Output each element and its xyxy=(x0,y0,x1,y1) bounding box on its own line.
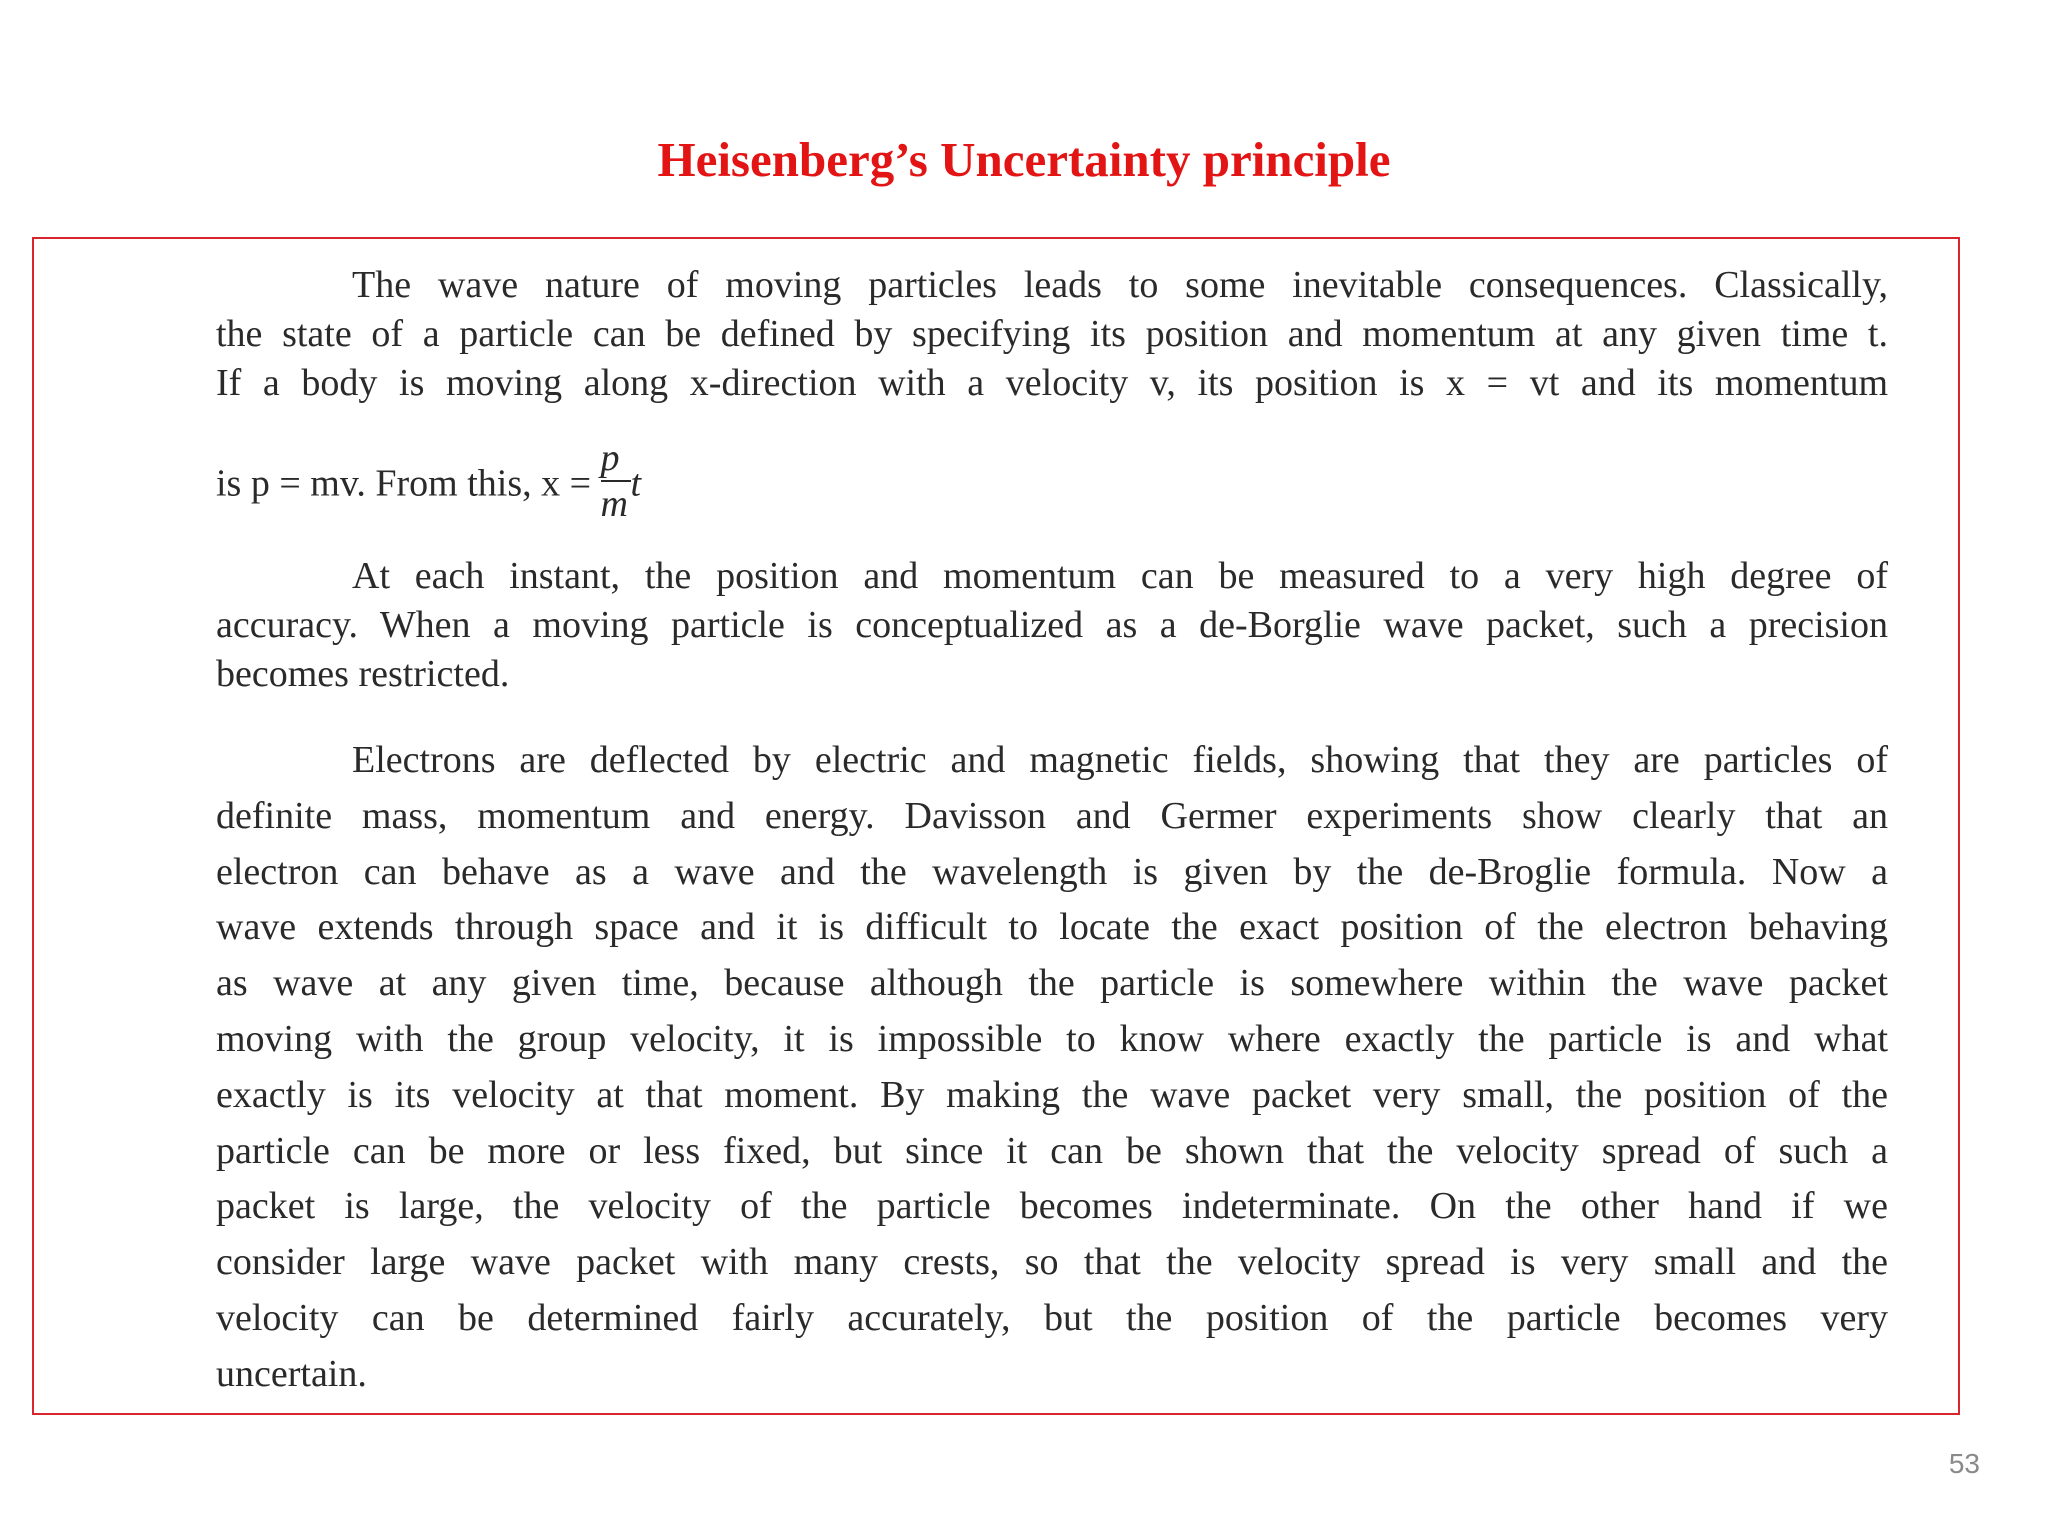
slide-title: Heisenberg’s Uncertainty principle xyxy=(657,132,1391,187)
paragraph-line: wave extends through space and it is difficult to locate the exact position of the electron behaving xyxy=(216,906,1888,949)
fraction-bar xyxy=(601,480,631,482)
page-number: 53 xyxy=(1948,1448,1980,1479)
paragraph-line: definite mass, momentum and energy. Davisson and Germer experiments show clearly that an xyxy=(216,794,1888,837)
paragraph-line: Electrons are deflected by electric and magnetic fields, showing that they are particles of xyxy=(352,739,1888,781)
paragraph-line: becomes restricted. xyxy=(216,653,510,695)
paragraph-line: consider large wave packet with many crests, so that the velocity spread is very small and the xyxy=(216,1241,1888,1284)
paragraph-line: uncertain. xyxy=(216,1352,367,1395)
content-box xyxy=(32,237,1960,1415)
formula-prefix: is p = mv. From this, x = xyxy=(216,462,592,505)
paragraph-line: as wave at any given time, because although the particle is somewhere within the wave packet xyxy=(216,962,1888,1005)
paragraph-line: accuracy. When a moving particle is conceptualized as a de-Borglie wave packet, such a precision xyxy=(216,604,1888,646)
text-area xyxy=(216,261,1888,1403)
fraction xyxy=(601,438,631,524)
paragraph-line: If a body is moving along x-direction with a velocity v, its position is x = vt and its momentum xyxy=(216,362,1888,404)
paragraph-line: The wave nature of moving particles leads to some inevitable consequences. Classically, xyxy=(352,264,1888,306)
paragraph-line: particle can be more or less fixed, but since it can be shown that the velocity spread of such a xyxy=(216,1129,1888,1172)
paragraph-line: the state of a particle can be defined by specifying its position and momentum at any given time t. xyxy=(216,313,1888,355)
paragraph-line: At each instant, the position and momentum can be measured to a very high degree of xyxy=(352,555,1888,597)
paragraph-2 xyxy=(216,552,1888,699)
fraction-denominator: m xyxy=(600,483,628,525)
paragraph-line: velocity can be determined fairly accurately, but the position of the particle becomes very xyxy=(216,1296,1888,1339)
formula-line xyxy=(216,408,1888,524)
paragraph-line: exactly is its velocity at that moment. By making the wave packet very small, the position of the xyxy=(216,1073,1888,1116)
paragraph-3 xyxy=(216,733,1888,1403)
paragraph-line: packet is large, the velocity of the particle becomes indeterminate. On the other hand if we xyxy=(216,1185,1888,1228)
paragraph-line: electron can behave as a wave and the wavelength is given by the de-Broglie formula. Now a xyxy=(216,850,1888,893)
paragraph-1 xyxy=(216,261,1888,524)
fraction-numerator: p xyxy=(600,437,620,479)
paragraph-line: moving with the group velocity, it is impossible to know where exactly the particle is and what xyxy=(216,1017,1888,1060)
formula-suffix: t xyxy=(630,462,642,505)
